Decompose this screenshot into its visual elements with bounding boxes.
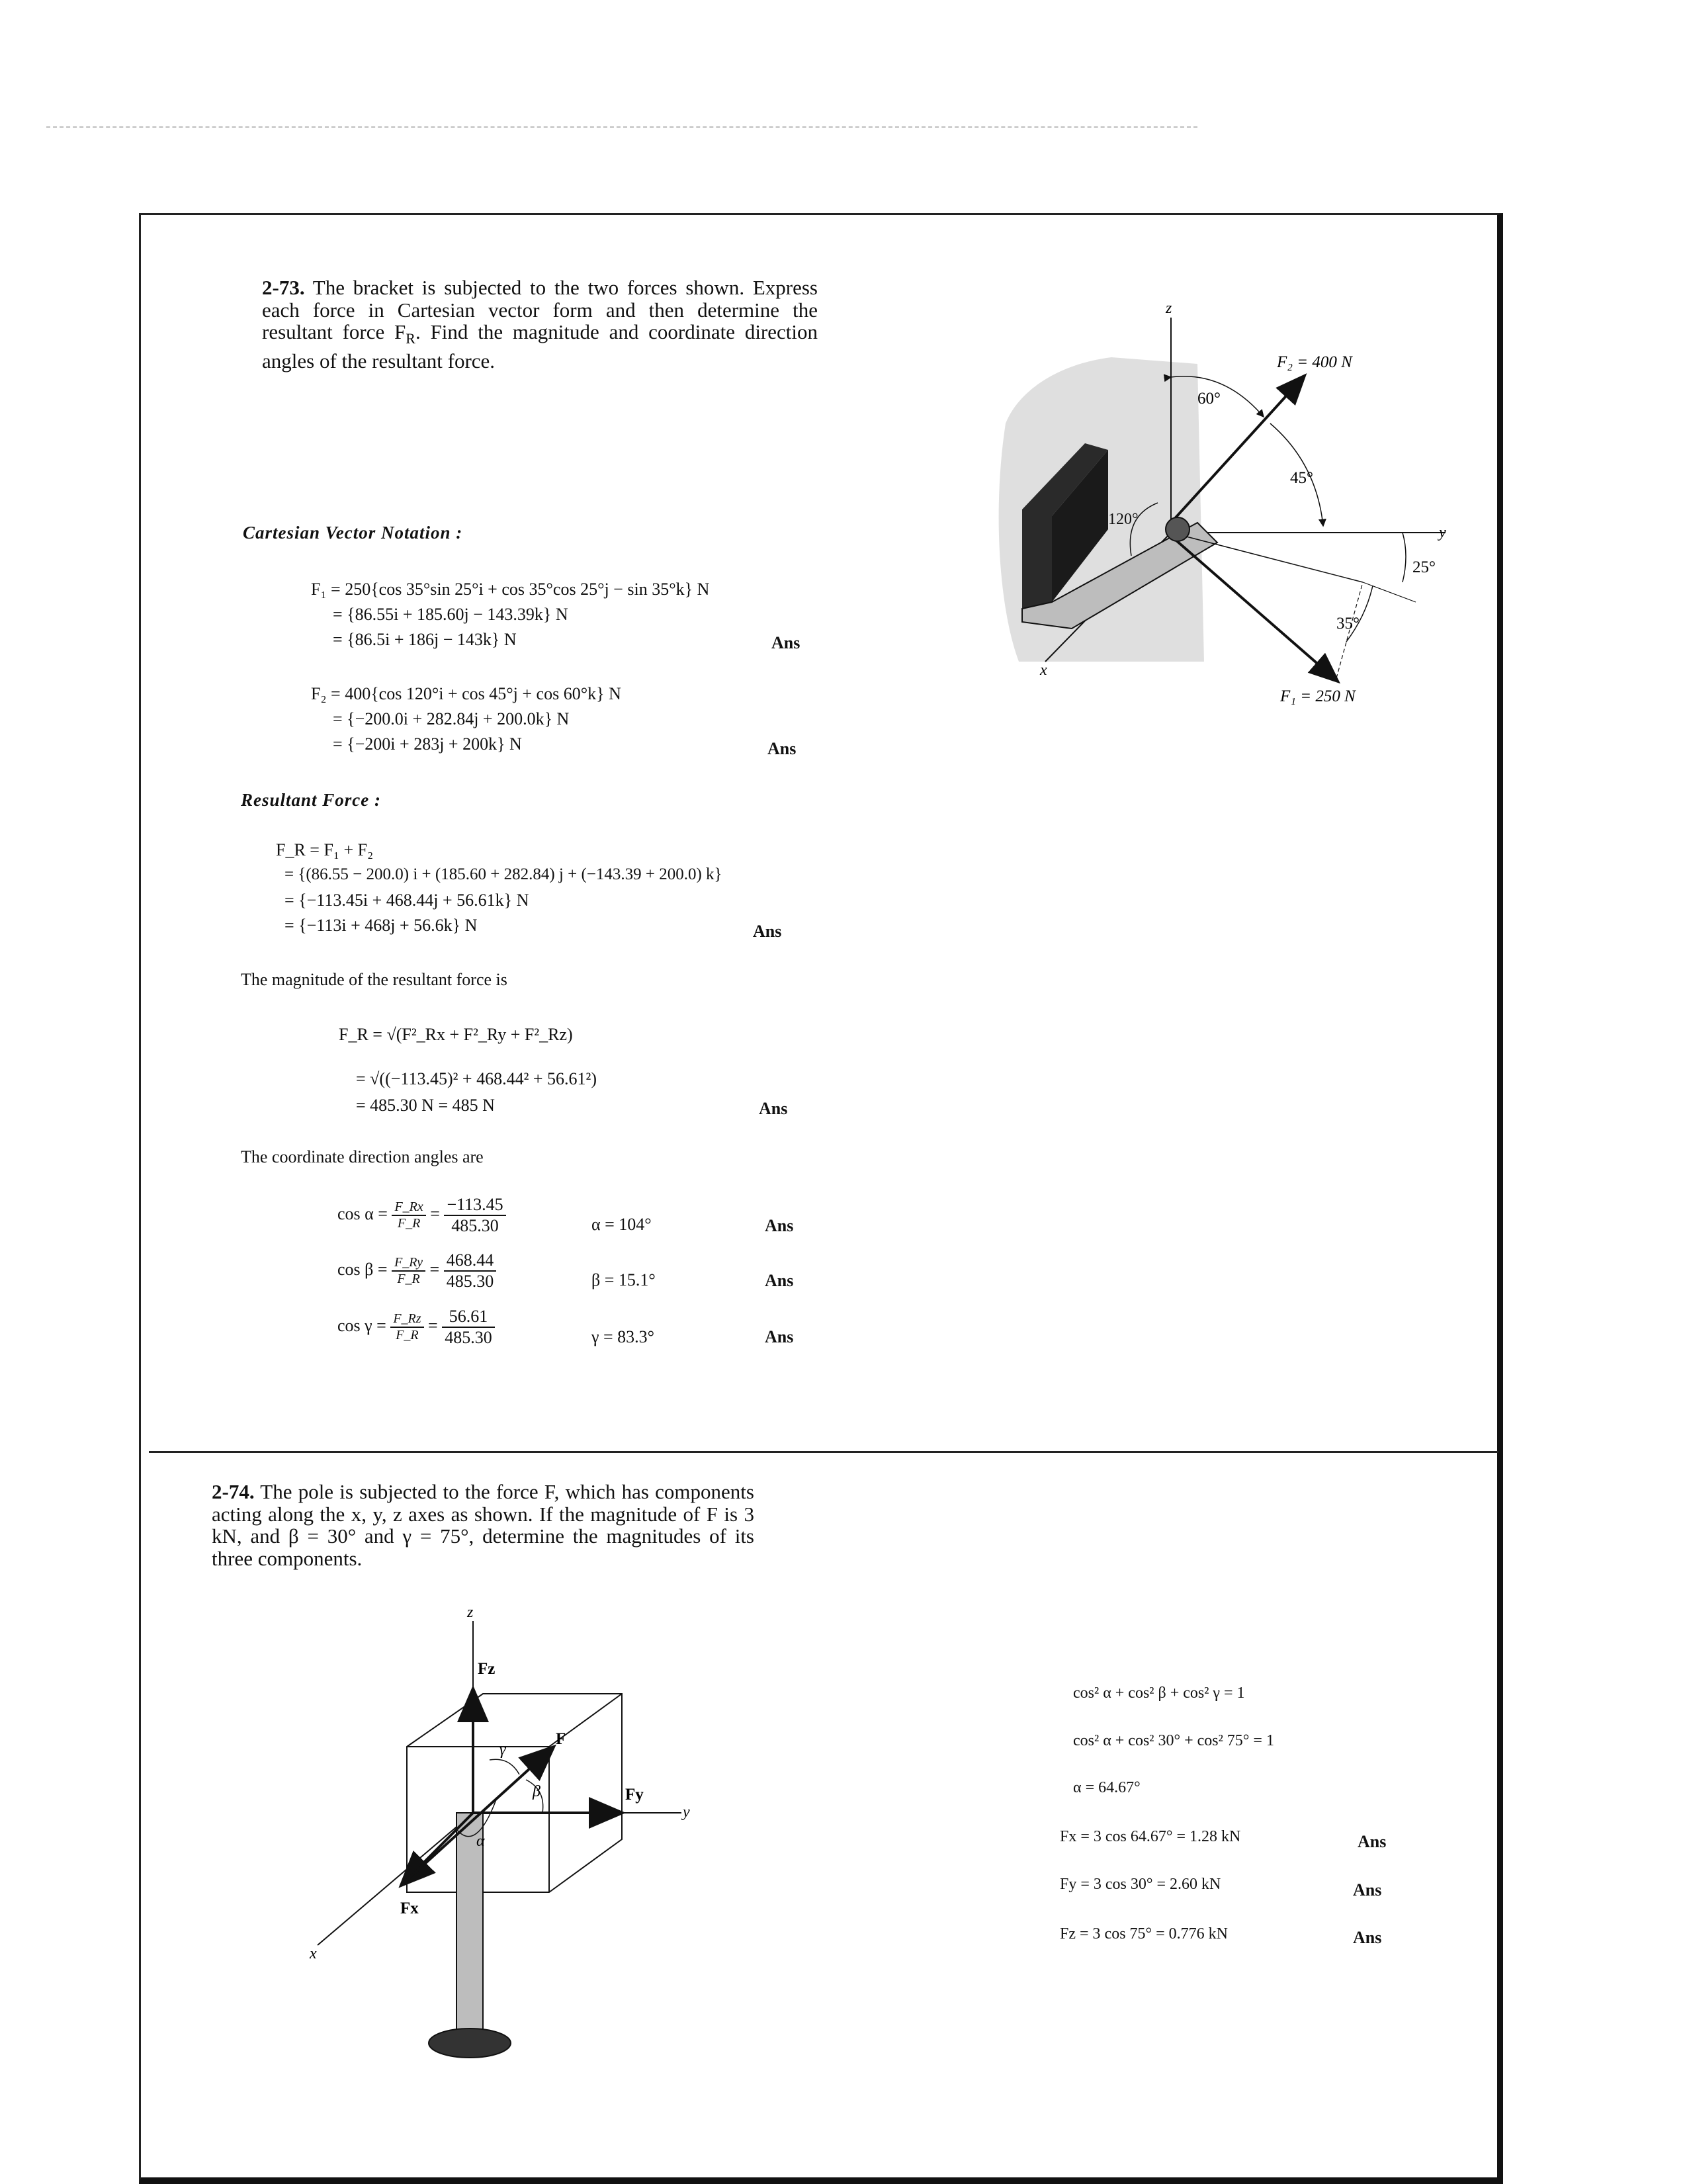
- label-fx: Fx: [400, 1900, 419, 1917]
- gamma-frac: [442, 1307, 495, 1348]
- gamma-den: 485.30: [445, 1328, 492, 1347]
- fr-den: F_R: [397, 1216, 421, 1231]
- alpha-den: 485.30: [451, 1216, 499, 1235]
- f2-line2: = {−200.0i + 282.84j + 200.0k} N: [333, 709, 570, 728]
- ans-fx: Ans: [1358, 1832, 1387, 1851]
- frx-frac: [392, 1200, 425, 1231]
- figure-2-74-pole: [291, 1601, 701, 2077]
- fr-line3: = {−113.45i + 468.44j + 56.61k} N: [284, 891, 529, 910]
- statement-text-2-74: The pole is subjected to the force F, which has components acting along the x, y, z axes as shown. If the magnitude of F is 3 kN, and β = 30° and γ = 75°, determine the magnitudes of its three components.: [212, 1480, 754, 1570]
- fry-frac: [392, 1255, 425, 1287]
- alpha-frac: [444, 1195, 505, 1236]
- fr-line4: = {−113i + 468j + 56.6k} N: [284, 916, 478, 935]
- axis-x-label: x: [1040, 662, 1047, 679]
- fr-line2: = {(86.55 − 200.0) i + (185.60 + 282.84) j + (−143.39 + 200.0) k}: [284, 865, 722, 883]
- sol-line1: cos² α + cos² β + cos² γ = 1: [1073, 1684, 1245, 1702]
- mag-line1: F_R = √(F²_Rx + F²_Ry + F²_Rz): [339, 1025, 573, 1044]
- ans-beta: Ans: [765, 1271, 794, 1290]
- ans-fy: Ans: [1353, 1880, 1382, 1900]
- fr-den-b: F_R: [397, 1272, 420, 1286]
- angle-120: 120°: [1108, 511, 1139, 528]
- beta-frac: [444, 1250, 497, 1291]
- label-f: F: [556, 1730, 566, 1748]
- ans-fz: Ans: [1353, 1928, 1382, 1947]
- component-box: [407, 1694, 622, 1892]
- mag-line2: = √((−113.45)² + 468.44² + 56.61²): [356, 1069, 597, 1088]
- problem-2-74-statement: [212, 1481, 754, 1569]
- statement-sub: R: [406, 330, 415, 347]
- beta-num: 468.44: [444, 1250, 497, 1272]
- angle-45: 45°: [1290, 469, 1313, 487]
- sol-line2: cos² α + cos² 30° + cos² 75° = 1: [1073, 1732, 1274, 1749]
- f2-line3: = {−200i + 283j + 200k} N: [333, 734, 522, 754]
- frz-num: F_Rz: [390, 1311, 423, 1328]
- f1-label: F₁ = 250 N: [1280, 687, 1356, 705]
- ans-alpha: Ans: [765, 1216, 794, 1235]
- sol-line3: α = 64.67°: [1073, 1779, 1141, 1796]
- heading-resultant: Resultant Force :: [241, 790, 382, 810]
- axis-z-label: z: [1166, 300, 1172, 317]
- beta-den: 485.30: [446, 1272, 494, 1291]
- cos-gamma-lhs: cos γ =: [337, 1315, 386, 1335]
- alpha-result: α = 104°: [591, 1215, 652, 1234]
- f2-line1: F₂ = 400{cos 120°i + cos 45°j + cos 60°k} N: [311, 684, 621, 703]
- alpha-num: −113.45: [444, 1195, 505, 1216]
- angles-intro: The coordinate direction angles are: [241, 1147, 484, 1166]
- frx-num: F_Rx: [392, 1200, 425, 1216]
- cos-alpha-row: cos α = $\frac{F\_Rx}{F\_R}$ = $\frac{-113.45}{485.30}$: [337, 1195, 506, 1236]
- ans-mag: Ans: [759, 1099, 788, 1118]
- gamma-num: 56.61: [442, 1307, 495, 1328]
- sol-line6: Fz = 3 cos 75° = 0.776 kN: [1060, 1925, 1228, 1943]
- ans-gamma: Ans: [765, 1327, 794, 1346]
- angle-35: 35°: [1336, 615, 1360, 633]
- fr-line1: F_R = F₁ + F₂: [276, 840, 374, 859]
- magnitude-intro: The magnitude of the resultant force is: [241, 970, 507, 989]
- cos-beta-lhs: cos β =: [337, 1259, 388, 1279]
- label-fy: Fy: [625, 1786, 644, 1804]
- mag-line3: = 485.30 N = 485 N: [356, 1096, 495, 1115]
- sol-line5: Fy = 3 cos 30° = 2.60 kN: [1060, 1876, 1221, 1893]
- problem-2-73-statement: [262, 277, 818, 372]
- frz-frac: [390, 1311, 423, 1343]
- problem-divider: [149, 1451, 1498, 1453]
- beta-result: β = 15.1°: [591, 1270, 656, 1289]
- axis-y-label-2: y: [683, 1804, 690, 1821]
- axis-y-label: y: [1439, 524, 1446, 541]
- label-fz: Fz: [478, 1660, 496, 1678]
- label-gamma: γ: [499, 1741, 506, 1759]
- axis-z-label-2: z: [467, 1604, 474, 1621]
- problem-number: 2-73.: [262, 276, 305, 299]
- pole-base: [429, 2029, 511, 2058]
- top-scan-line: [46, 126, 1197, 128]
- angle-25: 25°: [1412, 558, 1436, 576]
- f1-line2: = {86.55i + 185.60j − 143.39k} N: [333, 605, 568, 624]
- cos-beta-row: cos β = $\frac{F\_Ry}{F\_R}$ = $\frac{468.44}{485.30}$: [337, 1250, 496, 1291]
- f1-line3: = {86.5i + 186j − 143k} N: [333, 630, 517, 649]
- problem-number-2-74: 2-74.: [212, 1480, 255, 1503]
- ans-fr: Ans: [753, 922, 782, 941]
- label-beta: β: [533, 1783, 541, 1800]
- heading-cartesian: Cartesian Vector Notation :: [243, 523, 463, 543]
- axis-x-label-2: x: [310, 1945, 317, 1962]
- statement-text: The bracket is subjected to the two forces shown. Express each force in Cartesian vector form and then determine the resultant force F: [262, 276, 818, 343]
- ans-f1: Ans: [771, 633, 800, 652]
- fry-num: F_Ry: [392, 1255, 425, 1272]
- figure-2-73-bracket: [979, 291, 1455, 715]
- cos-alpha-lhs: cos α =: [337, 1203, 388, 1223]
- statement-text-end: . Find the magnitude and coordinate direction angles of the resultant force.: [262, 320, 818, 372]
- sol-line4: Fx = 3 cos 64.67° = 1.28 kN: [1060, 1828, 1241, 1845]
- label-alpha: α: [476, 1833, 485, 1850]
- cos-gamma-row: cos γ = $\frac{F\_Rz}{F\_R}$ = $\frac{56.61}{485.30}$: [337, 1307, 495, 1348]
- fr-den-c: F_R: [396, 1328, 419, 1342]
- ans-f2: Ans: [767, 739, 797, 758]
- f2-label: F₂ = 400 N: [1277, 353, 1352, 371]
- angle-60: 60°: [1197, 390, 1221, 408]
- f1-line1: F₁ = 250{cos 35°sin 25°i + cos 35°cos 25°j − sin 35°k} N: [311, 580, 710, 599]
- gamma-result: γ = 83.3°: [591, 1327, 655, 1346]
